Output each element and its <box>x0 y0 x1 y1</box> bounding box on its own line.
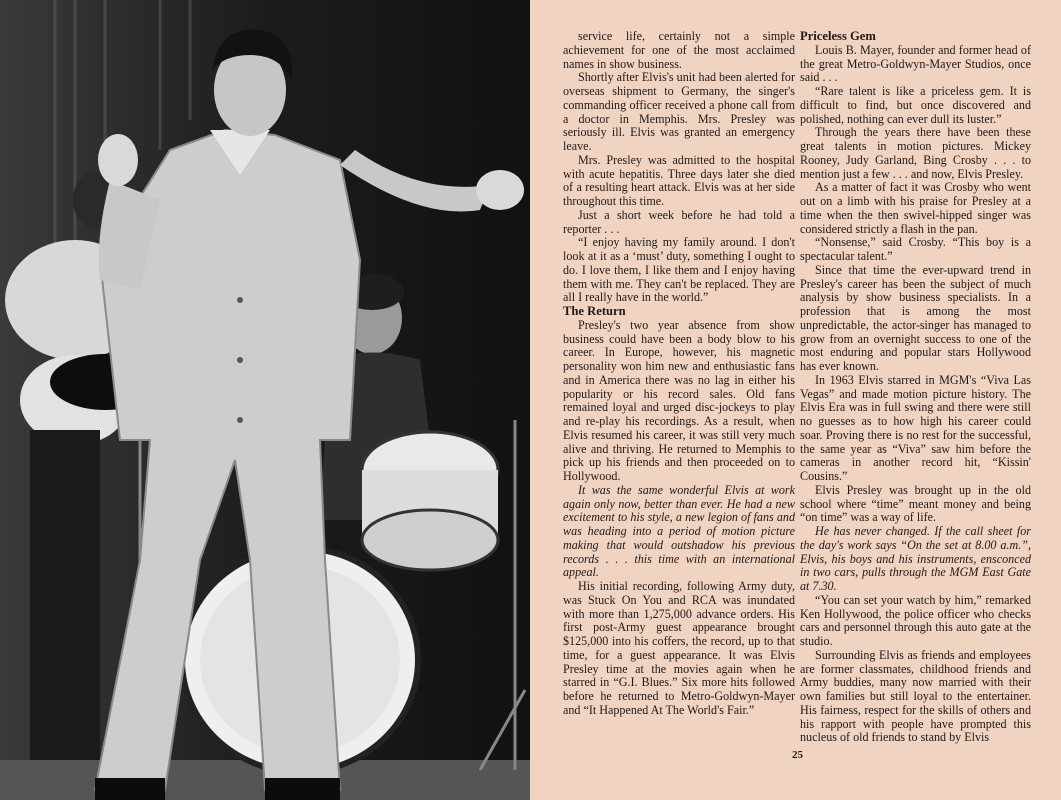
paragraph: Since that time the ever-upward trend in Presley's career has been the subject of much analysis by show business specialists. In a profession that is among the most unpredictable, the actor-singer has managed to grow from an overnight success to one of the most enduring and popular stars Hollywood has ever known. <box>800 262 1031 373</box>
paragraph: Surrounding Elvis as friends and employees are former classmates, childhood friends and Army buddies, many now married with their own families but still loyal to the entertainer. His fairness, respect for the skills of others and his rapport with people have prompted this nucleus of old friends to stand by Elvis <box>800 647 1031 745</box>
paragraph: Mrs. Presley was admitted to the hospital with acute hepatitis. Three days later she died of a resulting heart attack. Elvis was at her side throughout this time. <box>563 152 795 208</box>
page-number: 25 <box>792 749 803 761</box>
article-column-right <box>800 30 1031 745</box>
quote-paragraph: “I enjoy having my family around. I don't look at it as a ‘must’ duty, something I ought to do. I love them, I like them and I enjoy having them with me. They can't be replaced. They are all I really have in the world.” <box>563 235 795 305</box>
article-page <box>530 0 1061 800</box>
paragraph: Through the years there have been these great talents in motion pictures. Mickey Rooney, Judy Garland, Bing Crosby . . . to mention just a few . . . and now, Elvis Presley. <box>800 125 1031 181</box>
italic-paragraph: He has never changed. If the call sheet for the day's work says “On the set at 8.00 a.m.”, Elvis, his boys and his instruments, ensconced in two cars, pulls through the MGM East Gate at 7.30. <box>800 524 1031 593</box>
paragraph: “You can set your watch by him,” remarked Ken Hollywood, the police officer who checks cars and personnel through this auto gate at the studio. <box>800 592 1031 648</box>
italic-paragraph: It was the same wonderful Elvis at work again only now, better than ever. He had a new excitement to his style, a new legion of fans and was heading into a period of motion picture making that would outshadow his previous records . . . this time with an international appeal. <box>563 482 795 580</box>
paragraph: Presley's two year absence from show business could have been a body blow to his career. In Europe, however, his magnetic personality won him new and enthusiastic fans and in America there was no lag in either his popularity or his record sales. Old fans remained loyal and urged disc-jockeys to play and re-play his recordings. As a result, when Elvis resumed his career, it was still very much alive and thriving. He returned to Memphis to pick up his friends and then proceeded on to Hollywood. <box>563 317 795 483</box>
paragraph: Elvis Presley was brought up in the old school where “time” meant money and being “on time” was a way of life. <box>800 482 1031 525</box>
paragraph: service life, certainly not a simple achievement for one of the most acclaimed names in show business. <box>563 29 795 71</box>
paragraph: Shortly after Elvis's unit had been alerted for overseas shipment to Germany, the singer's commanding officer received a phone call from a doctor in Memphis. Mrs. Presley was seriously ill. Elvis was granted an emergency leave. <box>563 70 795 153</box>
paragraph: “Nonsense,” said Crosby. “This boy is a spectacular talent.” <box>800 235 1031 263</box>
section-heading-the-return: The Return <box>563 304 626 318</box>
performance-photo <box>0 0 530 800</box>
paragraph: As a matter of fact it was Crosby who went out on a limb with his praise for Presley at a time when the then swivel-hipped singer was considered strictly a flash in the pan. <box>800 180 1031 236</box>
article-column-left <box>563 30 795 718</box>
paragraph: His initial recording, following Army duty, was Stuck On You and RCA was inundated with more than 1,275,000 advance orders. His first post-Army guest appearance brought $125,000 into his coffers, the record, up to that time, for a guest appearance. It was Elvis Presley time at the movies again when he starred in “G.I. Blues.” Six more hits followed before he returned to Metro-Goldwyn-Mayer and “It Happened At The World's Fair.” <box>563 579 795 717</box>
paragraph: Just a short week before he had told a reporter . . . <box>563 207 795 236</box>
paragraph: In 1963 Elvis starred in MGM's “Viva Las Vegas” and made motion picture history. The Elvis Era was in full swing and there were still no guesses as to how high his career could soar. Proving there is no rest for the successful, the same year as “Viva” saw him before the cameras in another record hit, “Kissin' Cousins.” <box>800 372 1031 483</box>
quote-paragraph: “Rare talent is like a priceless gem. It is difficult to find, but once discovered and polished, nothing can ever dull its luster.” <box>800 84 1031 126</box>
section-heading-priceless-gem: Priceless Gem <box>800 29 876 43</box>
paragraph: Louis B. Mayer, founder and former head of the great Metro-Goldwyn-Mayer Studios, once said . . . <box>800 42 1031 85</box>
